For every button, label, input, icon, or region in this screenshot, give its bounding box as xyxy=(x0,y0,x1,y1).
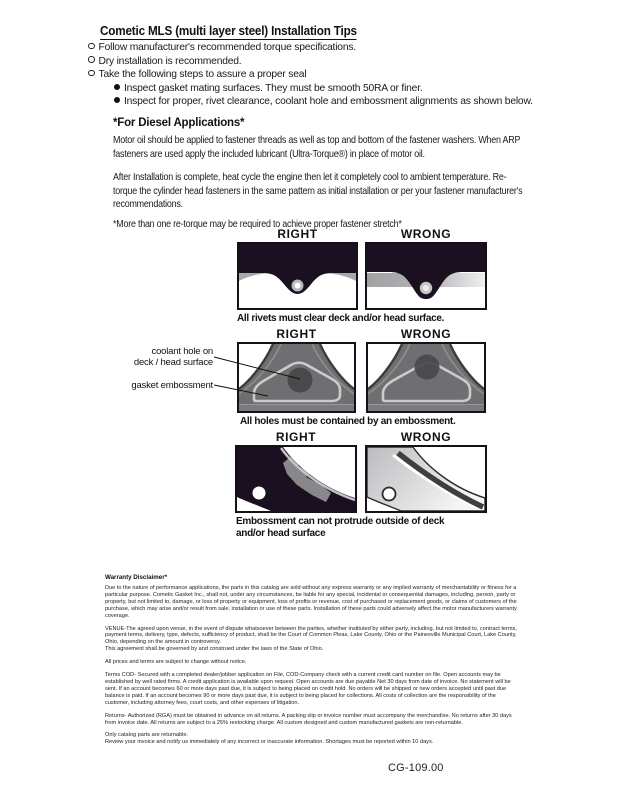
list-item-text: Follow manufacturer's recommended torque specifications. xyxy=(98,42,356,53)
legal-paragraph: This agreement shall be governed by and construed under the laws of the State of Ohio. xyxy=(105,646,324,653)
pair3-caption-line2: and/or head surface xyxy=(236,527,326,539)
page-title: Cometic MLS (multi layer steel) Installation Tips xyxy=(100,23,357,38)
legal-paragraph: Due to the nature of performance applications, the parts in this catalog are sold without any express warranty or any implied warranty of merchantability or fitness for a particular purpose. Cometic Gasket Inc., shall not, under any circumstances, be liable for any special, incidental or consequential damages, including, person, party or property, but not limited to, damage, or loss of property or equipment, loss of profits or revenue, cost of purchased or replacement goods, or claims of customers of the purchase, which may arise and/or result from sale, installation or use of these parts. Installation of these parts could adversely affect the motor manufacturers warranty coverage. xyxy=(105,585,517,619)
right-label: RIGHT xyxy=(277,227,318,241)
installation-tips-list xyxy=(88,41,533,109)
diesel-paragraph-2: After Installation is complete, heat cycle the engine then let it completely cool to ambient temperature. Re-torque the cylinder head fasteners in the same pattern as initial installation or per your fastener manufacturer's recommendations. xyxy=(113,172,523,210)
page-title-wrap xyxy=(100,22,385,40)
embossment-wrong-art xyxy=(368,344,484,411)
diesel-heading: *For Diesel Applications* xyxy=(113,117,245,129)
bottom-line xyxy=(368,404,484,405)
legal-paragraph: Terms COD- Secured with a completed dealer/jobber application on File, COD-Company check with a current credit card number on file. Open accounts may be established by well rated firms. A credit application is available upon request. Open accounts are due payable Net 30 days from date of invoice. No statement will be sent. If an account becomes 60 or more days past due, it is subject to being placed on credit hold. No orders will be shipped or new orders accepted until past due balance is paid. If an account becomes 90 or more days past due, it is subject to being placed for collections. All costs of collection are the responsibility of the customer, including attorney fees, court costs, and other expenses of litigation. xyxy=(105,672,511,706)
bottom-line xyxy=(239,404,354,405)
page-number: CG-109.00 xyxy=(388,762,444,774)
protrusion-wrong-diagram xyxy=(365,445,487,513)
open-circle-bullet-icon xyxy=(88,56,95,63)
list-item-text: Dry installation is recommended. xyxy=(98,55,242,67)
gasket-embossment-callout: gasket embossment xyxy=(131,380,213,391)
list-item xyxy=(88,55,533,69)
coolant-hole-callout-line1: coolant hole on xyxy=(151,346,213,357)
list-item-text: Take the following steps to assure a proper seal xyxy=(98,69,307,80)
pair3-caption xyxy=(236,516,444,539)
list-item xyxy=(114,95,533,109)
wrong-label: WRONG xyxy=(400,227,452,241)
embossment-right-diagram xyxy=(237,342,356,413)
filled-circle-bullet-icon xyxy=(114,84,120,90)
coolant-hole xyxy=(288,368,313,393)
open-circle-bullet-icon xyxy=(88,43,95,50)
warranty-disclaimer-paragraphs xyxy=(105,585,519,746)
coolant-hole xyxy=(415,355,440,380)
deck-gray-left xyxy=(239,273,269,281)
diesel-paragraph-1: Motor oil should be applied to fastener threads as well as top and bottom of the fastener washers. When ARP fasteners are used apply the included lubricant (Ultra-Torque®) in place of motor oil. xyxy=(113,135,521,160)
deck-gray-right xyxy=(326,273,356,281)
rivet-center xyxy=(295,283,301,289)
list-item xyxy=(114,82,533,96)
legal-paragraph: Returns- Authorized (RGA) must be obtained in advance on all returns. A packing slip or invoice number must accompany the merchandise. No returns after 30 days from invoice date. All returns are subject to a 25% restocking charge. All custom designed and custom manufactured gaskets are non-returnable. xyxy=(105,712,512,726)
right-label: RIGHT xyxy=(275,430,317,444)
bolt-hole xyxy=(253,487,266,500)
pair3-caption-line1: Embossment can not protrude outside of deck xyxy=(236,516,445,527)
protrusion-right-art xyxy=(237,447,355,511)
pair1-caption: All rivets must clear deck and/or head surface. xyxy=(237,313,445,324)
legal-paragraph: All prices and terms are subject to change without notice. xyxy=(105,659,247,666)
right-label: RIGHT xyxy=(276,327,317,341)
retorque-note: *More than one re-torque may be required to achieve proper fastener stretch* xyxy=(113,219,402,230)
list-item xyxy=(88,68,533,82)
embossment-wrong-diagram xyxy=(366,342,486,413)
legal-paragraph: Review your invoice and notify us immediately of any incorrect or inaccurate information. Shortages must be reported within 10 days. xyxy=(105,739,434,746)
coolant-hole-callout xyxy=(101,346,213,368)
rivet-clearance-wrong-diagram xyxy=(365,242,487,310)
warranty-disclaimer-heading: Warranty Disclaimer* xyxy=(105,574,168,581)
embossment-right-art xyxy=(239,344,354,411)
protrusion-wrong-art xyxy=(367,447,485,511)
rivet-clearance-right-diagram xyxy=(237,242,358,310)
protrusion-right-diagram xyxy=(235,445,357,513)
wrong-label: WRONG xyxy=(400,430,452,444)
legal-paragraph: Only catalog parts are returnable. xyxy=(105,732,189,739)
rivet-clearance-wrong-art xyxy=(367,244,485,308)
open-circle-bullet-icon xyxy=(88,70,95,77)
rivet-clearance-right-art xyxy=(239,244,356,308)
coolant-hole-callout-line2: deck / head surface xyxy=(133,357,213,368)
list-item-text: Inspect for proper, rivet clearance, coolant hole and embossment alignments as shown below. xyxy=(124,96,533,107)
bottom-strip xyxy=(368,405,484,411)
bottom-strip xyxy=(239,405,354,411)
legal-paragraph: VENUE-The agreed upon venue, in the event of dispute whatsoever between the parties, whether instituted by either party, including, but not limited to, contract terms, payment terms, delivery, type, defects, sufficiency of product, shall be the Court of Common Pleas, Lake County, Ohio or the Painesville Municipal Court, Lake County, Ohio, depending on the amount in controversy. xyxy=(105,625,517,646)
rivet-center xyxy=(423,285,429,291)
bolt-hole xyxy=(383,488,396,501)
pair2-caption: All holes must be contained by an embossment. xyxy=(240,416,456,427)
list-item-text: Inspect gasket mating surfaces. They must be smooth 50RA or finer. xyxy=(124,82,423,94)
wrong-label: WRONG xyxy=(400,327,452,341)
filled-circle-bullet-icon xyxy=(114,97,120,103)
warranty-disclaimer-section xyxy=(105,574,519,752)
list-item xyxy=(88,41,533,55)
